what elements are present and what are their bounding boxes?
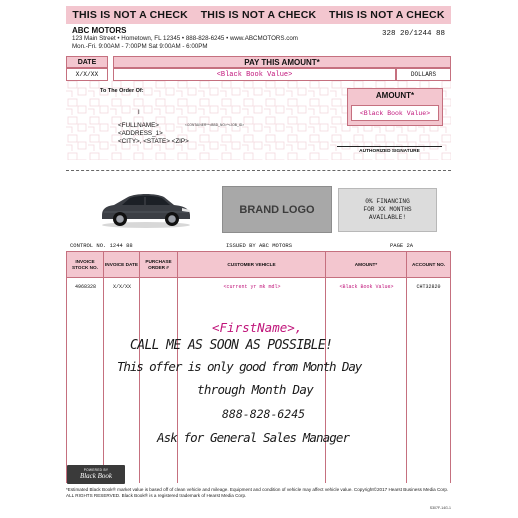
dealer-hours: Mon.-Fri. 9:00AM - 7:00PM Sat 9:00AM - 6:00PM [72,43,208,50]
cell-amount: <Black Book Value> [339,284,394,290]
header-invoice-date: INVOICE DATE [104,252,140,278]
pay-amount-field: <Black Book Value> [113,68,396,81]
note-line-3: through Month Day [197,382,314,397]
banner-text-1: THIS IS NOT A CHECK [72,9,188,21]
dealer-name: ABC MOTORS [72,26,127,35]
signature-line [337,146,442,147]
form-code: S307F-14G-1 [429,506,451,510]
cell-account-no: CHT32820 [416,284,441,290]
car-photo [98,185,194,229]
financing-offer [338,188,437,232]
header-customer-vehicle: CUSTOMER VEHICLE [178,252,326,278]
control-number: CONTROL NO. 1244 88 [70,242,133,249]
amount-label: AMOUNT* [375,91,415,100]
date-label: DATE [66,56,108,68]
disclaimer: *Estimated Black Book® market value is based off of clean vehicle and mileage. Equipment and condition of vehicle may affect vehicle value. Copyright©2017 Hearst Business Media Corp. ALL RIGHTS RESERVED. Black Book® is a registered trademark of Hearst Media Corp. [66,487,449,498]
amount-field: <Black Book Value> [351,105,439,121]
cell-stock-no: 4968328 [74,284,96,290]
dealer-address: 123 Main Street • Hometown, FL 12345 • 888-828-6245 • www.ABCMOTORS.com [72,35,298,42]
note-line-1: CALL ME AS SOON AS POSSIBLE! [130,338,333,353]
signature-label: AUTHORIZED SIGNATURE [359,149,420,154]
cell-invoice-date: X/X/XX [112,284,131,290]
perforation-line [66,170,451,171]
header-purchase-order: PURCHASE ORDER # [140,252,178,278]
financing-line-2: FOR XX MONTHS [363,205,412,213]
column-divider [450,278,451,483]
brand-logo-placeholder: BRAND LOGO [222,186,332,233]
table-header-row [67,252,450,278]
note-greeting: <FirstName>, [212,320,303,335]
pay-amount-label: PAY THIS AMOUNT* [113,56,451,68]
black-book-wordmark: Black Book [79,472,113,480]
order-of-label: To The Order Of: [100,88,144,94]
column-divider [139,278,140,483]
black-book-logo [67,465,125,484]
column-divider [406,278,407,483]
not-a-check-banner [66,6,451,24]
banner-text-2: THIS IS NOT A CHECK [200,9,317,21]
note-phone: 888-828-6245 [222,407,306,421]
check-area [66,24,451,160]
tick-mark: I [138,110,140,116]
check-number: 328 20/1244 88 [381,30,445,38]
date-field: X/X/XX [66,68,108,81]
banner-text-3: THIS IS NOT A CHECK [329,9,445,21]
financing-line-3: AVAILABLE! [368,214,407,222]
financing-line-1: 0% FINANCING [365,197,410,205]
note-line-5: Ask for General Sales Manager [157,430,350,445]
merge-tags: <CONTAINER*^<BBD_NO>^<JOB_ID> [185,123,245,127]
header-stock-no: INVOICE STOCK NO. [67,252,104,278]
recipient-city-state-zip: <CITY>, <STATE> <ZIP> [118,138,189,145]
header-amount: AMOUNT* [326,252,407,278]
cell-customer-vehicle: <current yr mk mdl> [223,284,281,290]
amount-box [347,88,443,126]
column-divider [103,278,104,483]
recipient-name: <FULLNAME> [118,122,159,129]
note-line-2: This offer is only good from Month Day [117,359,362,374]
column-divider [325,278,326,483]
recipient-address: <ADDRESS_1> [118,130,163,137]
black-book-powered-by: POWERED BY [83,468,109,472]
dollars-label: DOLLARS [396,68,451,81]
header-account-no: ACCOUNT NO. [411,262,446,267]
column-divider [177,278,178,483]
page-number: PAGE 2A [390,242,414,249]
issued-by: ISSUED BY ABC MOTORS [226,242,293,249]
